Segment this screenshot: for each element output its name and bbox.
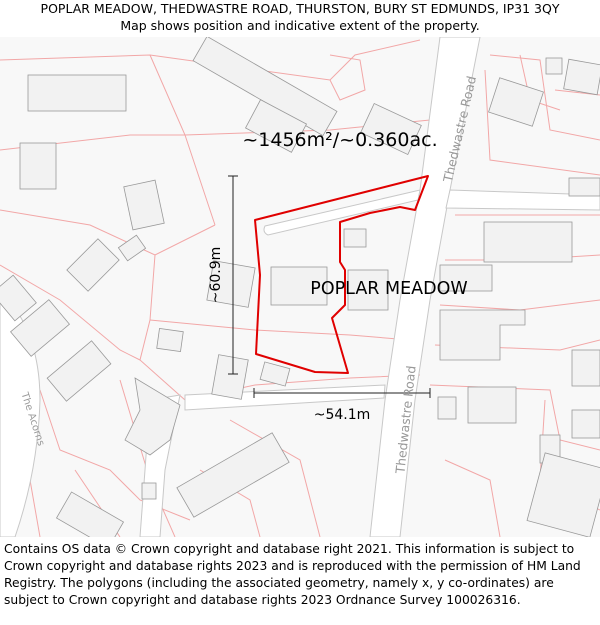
building <box>212 355 248 400</box>
building <box>484 222 572 262</box>
road-label-upper: Thedwastre Road <box>440 74 480 184</box>
building <box>569 178 600 196</box>
building <box>157 328 184 351</box>
building <box>468 387 516 423</box>
side-road-label: The Acorns <box>18 391 47 448</box>
width-label: ~54.1m <box>313 407 371 423</box>
height-label: ~60.9m <box>208 246 224 304</box>
attribution-text: Contains OS data © Crown copyright and database right 2021. This information is subject to Crown copyright and database rights 2023 and is reproduced with the permission of HM Land Registry. The polygons (including the associated geometry, namely x, y co-ordinates) are subject to Crown copyright and database rights 2023 Ordnance Survey 100026316. <box>4 542 581 607</box>
road-label-lower: Thedwastre Road <box>392 364 419 475</box>
building <box>438 397 456 419</box>
page-title: POPLAR MEADOW, THEDWASTRE ROAD, THURSTON, BURY ST EDMUNDS, IP31 3QY <box>40 1 560 16</box>
building <box>142 483 156 499</box>
building <box>344 229 366 247</box>
building <box>564 59 600 94</box>
header <box>0 0 600 37</box>
building <box>20 143 56 189</box>
building <box>28 75 126 111</box>
map-canvas <box>0 37 600 537</box>
property-name-label: POPLAR MEADOW <box>310 279 468 299</box>
page-subtitle: Map shows position and indicative extent of the property. <box>120 18 480 33</box>
building <box>572 410 600 438</box>
building <box>546 58 562 74</box>
area-label: ~1456m²/~0.360ac. <box>242 129 438 151</box>
building <box>572 350 600 386</box>
map-view[interactable] <box>0 37 600 537</box>
